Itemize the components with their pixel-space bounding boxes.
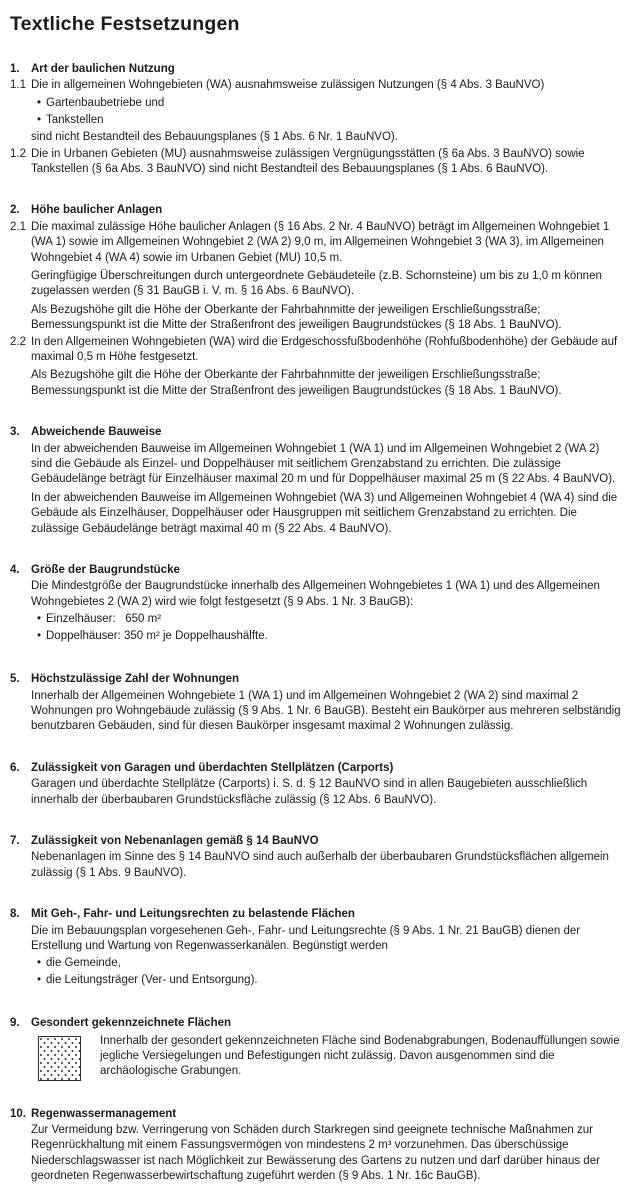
section-header bbox=[10, 425, 622, 440]
section-number: 8. bbox=[10, 908, 20, 921]
paragraph: Geringfügige Überschreitungen durch untergeordnete Gebäudeteile (z.B. Schornsteine) um bis zu 1,0 m können zugelassen werden (§ 31 BauGB i. V. m. § 16 Abs. 6 BauNVO). bbox=[31, 269, 606, 298]
section-number: 7. bbox=[10, 834, 20, 847]
section-header bbox=[10, 563, 622, 578]
section-number: 2. bbox=[10, 204, 20, 217]
section-heading: Höchstzulässige Zahl der Wohnungen bbox=[31, 673, 240, 686]
bullet-icon: • bbox=[37, 974, 42, 987]
section-heading: Art der baulichen Nutzung bbox=[31, 63, 175, 75]
paragraph: Die in allgemeinen Wohngebieten (WA) ausnahmsweise zulässigen Nutzungen (§ 4 Abs. 3 BauNVO) bbox=[31, 79, 545, 92]
section bbox=[10, 563, 622, 646]
paragraph: Nebenanlagen im Sinne des § 14 BauNVO sind auch außerhalb der überbaubaren Grundstücksflächen allgemein zulässig (§ 1 Abs. 9 BauNVO). bbox=[31, 851, 613, 879]
section-body bbox=[10, 442, 622, 537]
section-heading: Regenwassermanagement bbox=[31, 1107, 177, 1120]
bullet-text: die Leitungsträger (Ver- und Entsorgung). bbox=[46, 974, 258, 987]
paragraph: Garagen und überdachte Stellplätze (Carports) i. S. d. § 12 BauNVO sind in allen Baugebieten ausschließlich innerhalb der überbaubaren Grundstücksfläche zulässig (§ 12 Abs. 6 BauNVO). bbox=[31, 778, 591, 806]
section-number: 10. bbox=[10, 1107, 26, 1120]
bullet-item bbox=[37, 612, 622, 627]
item-content bbox=[31, 147, 622, 178]
section bbox=[10, 907, 622, 990]
bullet-text: Gartenbaubetriebe und bbox=[46, 96, 165, 109]
bullet-text: die Gemeinde, bbox=[46, 957, 121, 970]
bullet-item bbox=[37, 96, 622, 111]
section-heading: Abweichende Bauweise bbox=[31, 426, 162, 439]
section-body bbox=[10, 1123, 622, 1185]
paragraph: In den Allgemeinen Wohngebieten (WA) wird die Erdgeschossfußbodenhöhe (Rohfußbodenhöhe) der Gebäude auf maximal 0,5 m Höhe festgesetzt. bbox=[31, 335, 621, 363]
section-body bbox=[10, 924, 622, 991]
numbered-item bbox=[10, 220, 622, 334]
bullet-icon: • bbox=[37, 113, 42, 126]
bullet-icon: • bbox=[37, 630, 42, 643]
section-heading: Mit Geh-, Fahr- und Leitungsrechten zu belastende Flächen bbox=[31, 908, 355, 921]
bullet-icon: • bbox=[37, 957, 42, 970]
section-header bbox=[10, 834, 622, 849]
section-number: 1. bbox=[10, 63, 20, 75]
bullet-text: Tankstellen bbox=[46, 113, 104, 126]
bullet-icon: • bbox=[37, 613, 42, 626]
section-body bbox=[10, 579, 622, 646]
section-heading: Zulässigkeit von Garagen und überdachten Stellplätzen (Carports) bbox=[31, 761, 394, 774]
item-number: 1.1 bbox=[10, 79, 26, 92]
bullet-item bbox=[37, 629, 622, 644]
item-content bbox=[31, 1123, 622, 1185]
section-number: 3. bbox=[10, 426, 20, 439]
item-number: 1.2 bbox=[10, 147, 26, 160]
section bbox=[10, 1107, 622, 1185]
bullet-text: Doppelhäuser: 350 m² je Doppelhaushälfte. bbox=[46, 630, 268, 643]
section-heading: Zulässigkeit von Nebenanlagen gemäß § 14 BauNVO bbox=[31, 834, 319, 847]
section-number: 9. bbox=[10, 1017, 20, 1030]
item-content bbox=[31, 335, 622, 400]
section bbox=[10, 761, 622, 808]
section-body bbox=[10, 1033, 622, 1081]
section bbox=[10, 203, 622, 399]
section-body bbox=[10, 777, 622, 808]
section bbox=[10, 62, 622, 177]
paragraph: In der abweichenden Bauweise im Allgemeinen Wohngebiet (WA 3) und Allgemeinen Wohngebiet 4 (WA 4) sind die Gebäude als Einzelhäuser, Doppelhäuser oder Hausgruppen mit seitlichem Grenzabstand zu errichten. Die zulässige Gebäudelänge beträgt maximal 40 m (§ 22 Abs. 4 BauNVO). bbox=[31, 491, 621, 535]
section-header bbox=[10, 203, 622, 218]
section bbox=[10, 834, 622, 881]
item-number: 2.1 bbox=[10, 220, 26, 233]
paragraph: sind nicht Bestandteil des Bebauungsplanes (§ 1 Abs. 6 Nr. 1 BauNVO). bbox=[31, 131, 398, 144]
numbered-item bbox=[10, 147, 622, 178]
paragraph: Die im Bebauungsplan vorgesehenen Geh-, Fahr- und Leitungsrechte (§ 9 Abs. 1 Nr. 21 BauGB) dienen der Erstellung und Wartung von Regenwasserkanälen. Begünstigt werden bbox=[31, 924, 584, 952]
section-header bbox=[10, 672, 622, 687]
section-body bbox=[10, 850, 622, 881]
section bbox=[10, 1016, 622, 1080]
bullet-icon: • bbox=[37, 96, 42, 109]
section bbox=[10, 672, 622, 735]
numbered-item bbox=[10, 335, 622, 400]
item-content bbox=[31, 924, 622, 991]
paragraph: In der abweichenden Bauweise im Allgemeinen Wohngebiet 1 (WA 1) und im Allgemeinen Wohngebiet 2 (WA 2) sind die Gebäude als Einzel- und Doppelhäuser mit seitlichem Grenzabstand zu errichten. Die zulässige Gebäudelänge beträgt für Einzelhäuser maximal 20 m und für Doppelhäuser maximal 25 m (§ 22 Abs. 4 BauNVO). bbox=[31, 442, 616, 486]
page-title: Textliche Festsetzungen bbox=[10, 13, 240, 35]
paragraph: Als Bezugshöhe gilt die Höhe der Oberkante der Fahrbahnmitte der jeweiligen Erschließungsstraße; Bemessungspunkt ist die Mitte der Straßenfront des jeweiligen Baugrundstückes (§ 18 Abs. 1 BauNVO). bbox=[31, 369, 562, 397]
item-content bbox=[31, 220, 622, 334]
section-number: 6. bbox=[10, 761, 20, 774]
item-content bbox=[31, 689, 622, 735]
section-header bbox=[10, 1016, 622, 1031]
section-header bbox=[10, 1107, 622, 1122]
section-number: 5. bbox=[10, 673, 20, 686]
section-heading: Größe der Baugrundstücke bbox=[31, 564, 180, 577]
bullet-item bbox=[37, 956, 622, 971]
sections-container bbox=[10, 62, 622, 1185]
paragraph: Innerhalb der Allgemeinen Wohngebiete 1 (WA 1) und im Allgemeinen Wohngebiet 2 (WA 2) sind maximal 2 Wohnungen pro Wohngebäude zulässig (§ 9 Abs. 1 Nr. 6 BauGB). Besteht ein Baukörper aus mehreren selbständig benutzbaren Gebäuden, sind für diesen Baukörper insgesamt maximal 2 Wohnungen zulässig. bbox=[31, 689, 624, 733]
paragraph: Zur Vermeidung bzw. Verringerung von Schäden durch Starkregen sind geeignete technische Maßnahmen zur Regenrückhaltung mit einem Fassungsvermögen von mindestens 2 m³ vorzunehmen. Das überschüssige Niederschlagswasser ist nach Möglichkeit zur Bewässerung des Gartens zu nutzen und darf darüber hinaus der geordneten Regenwasserbewirtschaftung zugeführt werden (§ 9 Abs. 1 Nr. 16c BauGB). bbox=[31, 1124, 604, 1183]
section bbox=[10, 425, 622, 537]
item-content bbox=[31, 777, 622, 808]
paragraph: Als Bezugshöhe gilt die Höhe der Oberkante der Fahrbahnmitte der jeweiligen Erschließungsstraße; Bemessungspunkt ist die Mitte der Straßenfront des jeweiligen Baugrundstückes (§ 18 Abs. 1 BauNVO). bbox=[31, 303, 562, 332]
section-heading: Höhe baulicher Anlagen bbox=[31, 204, 163, 217]
bullet-item bbox=[37, 113, 622, 128]
symbol-paragraph bbox=[31, 1034, 622, 1081]
item-number: 2.2 bbox=[10, 335, 26, 348]
paragraph: Die Mindestgröße der Baugrundstücke innerhalb des Allgemeinen Wohngebietes 1 (WA 1) und des Allgemeinen Wohngebietes 2 (WA 2) wird wie folgt festgesetzt (§ 9 Abs. 1 Nr. 3 BauGB): bbox=[31, 580, 604, 608]
item-content bbox=[31, 78, 622, 145]
section-header bbox=[10, 62, 622, 77]
paragraph: Innerhalb der gesondert gekennzeichneten Fläche sind Bodenabgrabungen, Bodenauffüllungen sowie jegliche Versiegelungen und Befestigungen nicht zulässig. Davon ausgenommen sind die archäologische Grabungen. bbox=[100, 1034, 623, 1078]
section-number: 4. bbox=[10, 564, 20, 577]
bullet-text: Einzelhäuser: 650 m² bbox=[46, 613, 162, 626]
numbered-item bbox=[10, 78, 622, 145]
paragraph: Die in Urbanen Gebieten (MU) ausnahmsweise zulässigen Vergnügungsstätten (§ 6a Abs. 3 BauNVO) sowie Tankstellen (§ 6a Abs. 3 BauNVO) sind nicht Bestandteil des Bebauungsplanes (§ 1 Abs. 6 BauNVO). bbox=[31, 147, 588, 175]
item-content bbox=[31, 442, 622, 537]
item-content bbox=[31, 1033, 622, 1081]
bullet-item bbox=[37, 973, 622, 988]
section-heading: Gesondert gekennzeichnete Flächen bbox=[31, 1017, 232, 1030]
dotted-area-symbol bbox=[38, 1036, 81, 1081]
item-content bbox=[31, 579, 622, 646]
section-header bbox=[10, 761, 622, 776]
paragraph: Die maximal zulässige Höhe baulicher Anlagen (§ 16 Abs. 2 Nr. 4 BauNVO) beträgt im Allgemeinen Wohngebiet 1 (WA 1) sowie im Allgemeinen Wohngebiet 2 (WA 2) 9,0 m, im Allgemeinen Wohngebiet 3 (WA 3), im Allgemeinen Wohngebiet 4 (WA 4) sowie im Urbanen Gebiet (MU) 10,5 m. bbox=[31, 220, 613, 264]
item-content bbox=[31, 850, 622, 881]
section-body bbox=[10, 689, 622, 735]
section-header bbox=[10, 907, 622, 922]
